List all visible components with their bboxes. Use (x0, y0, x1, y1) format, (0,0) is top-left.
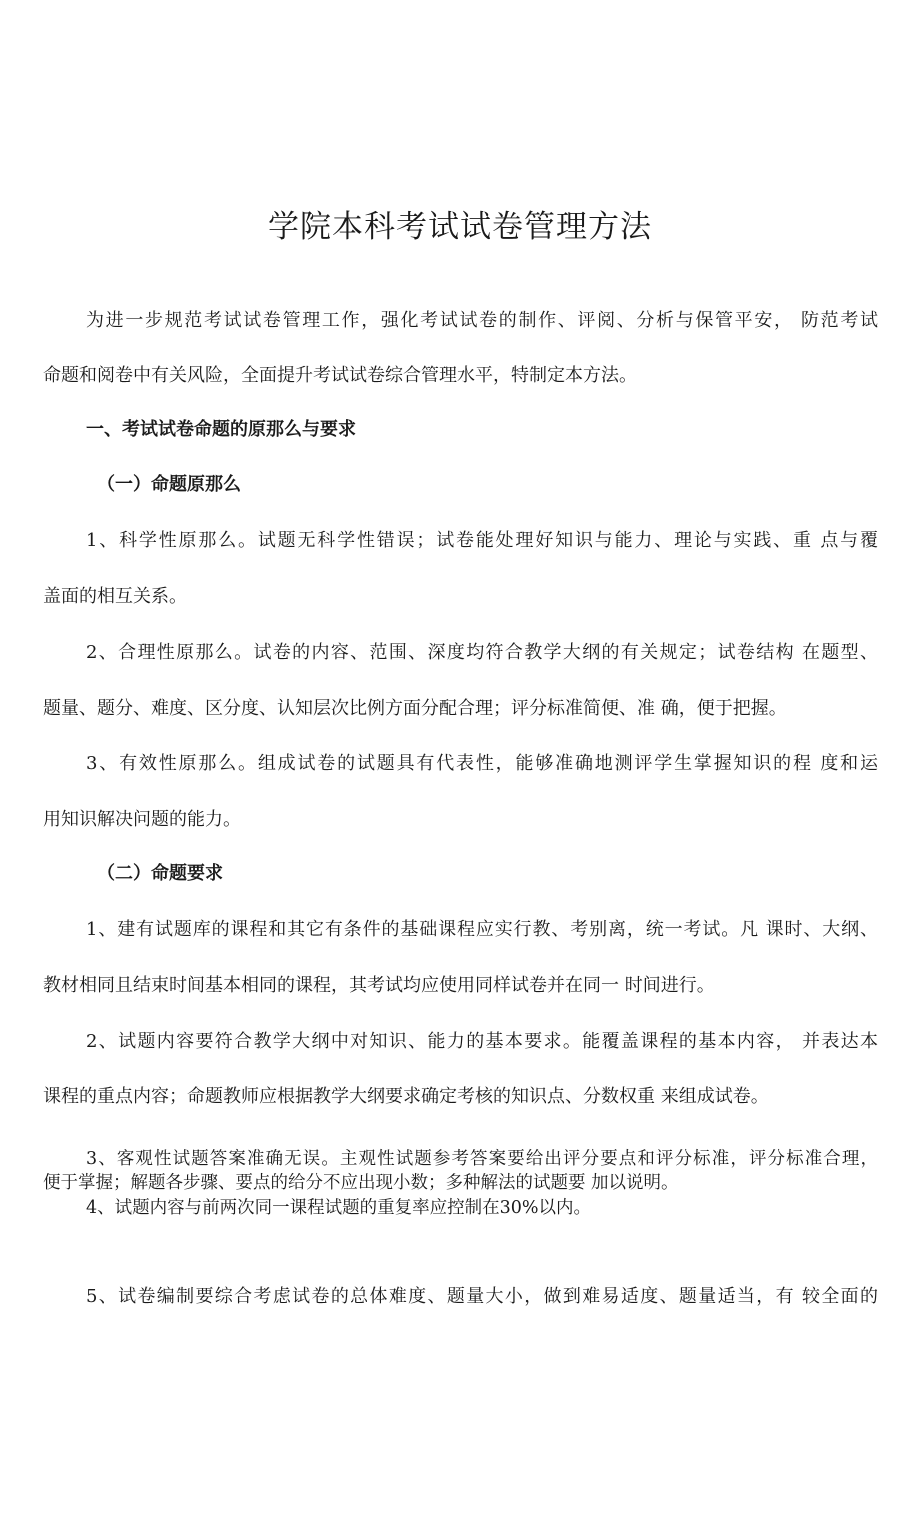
principle-3-line-1: 3、有效性原那么。组成试卷的试题具有代表性，能够准确地测评学生掌握知识的程 度和运 (86, 753, 878, 774)
requirement-2-line-1: 2、试题内容要符合教学大纲中对知识、能力的基本要求。能覆盖课程的基本内容， 并表达本 (86, 1031, 878, 1052)
requirement-1-line-2: 教材相同且结束时间基本相同的课程，其考试均应使用同样试卷并在同一 时间进行。 (43, 975, 715, 996)
requirement-2-line-2: 课程的重点内容；命题教师应根据教学大纲要求确定考核的知识点、分数权重 来组成试卷。 (43, 1086, 769, 1107)
principle-1-line-1: 1、科学性原那么。试题无科学性错误；试卷能处理好知识与能力、理论与实践、重 点与覆 (86, 530, 878, 551)
section-1-heading: 一、考试试卷命题的原那么与要求 (86, 419, 356, 440)
subsection-1-heading: （一）命题原那么 (97, 474, 241, 495)
intro-line-2: 命题和阅卷中有关风险，全面提升考试试卷综合管理水平，特制定本方法。 (43, 365, 637, 386)
principle-3-line-2: 用知识解决问题的能力。 (43, 809, 241, 830)
intro-line-1: 为进一步规范考试试卷管理工作，强化考试试卷的制作、评阅、分析与保管平安， 防范考试 (86, 310, 878, 331)
principle-2-line-1: 2、合理性原那么。试卷的内容、范围、深度均符合教学大纲的有关规定；试卷结构 在题型、 (86, 642, 878, 663)
principle-2-line-2: 题量、题分、难度、区分度、认知层次比例方面分配合理；评分标准简便、准 确，便于把握。 (43, 698, 787, 719)
principle-1-line-2: 盖面的相互关系。 (43, 586, 187, 607)
document-title: 学院本科考试试卷管理方法 (268, 208, 652, 245)
requirement-1-line-1: 1、建有试题库的课程和其它有条件的基础课程应实行教、考别离，统一考试。凡 课时、大纲、 (86, 919, 878, 940)
subsection-2-heading: （二）命题要求 (97, 863, 223, 884)
requirement-4-line-1: 4、试题内容与前两次同一课程试题的重复率应控制在30%以内。 (86, 1198, 592, 1218)
requirement-3-line-1: 3、客观性试题答案准确无误。主观性试题参考答案要给出评分要点和评分标准，评分标准合理， (86, 1149, 878, 1169)
requirement-3-line-2: 便于掌握；解题各步骤、要点的给分不应出现小数；多种解法的试题要 加以说明。 (43, 1173, 679, 1193)
requirement-5-line-1: 5、试卷编制要综合考虑试卷的总体难度、题量大小，做到难易适度、题量适当，有 较全面的 (86, 1286, 878, 1307)
